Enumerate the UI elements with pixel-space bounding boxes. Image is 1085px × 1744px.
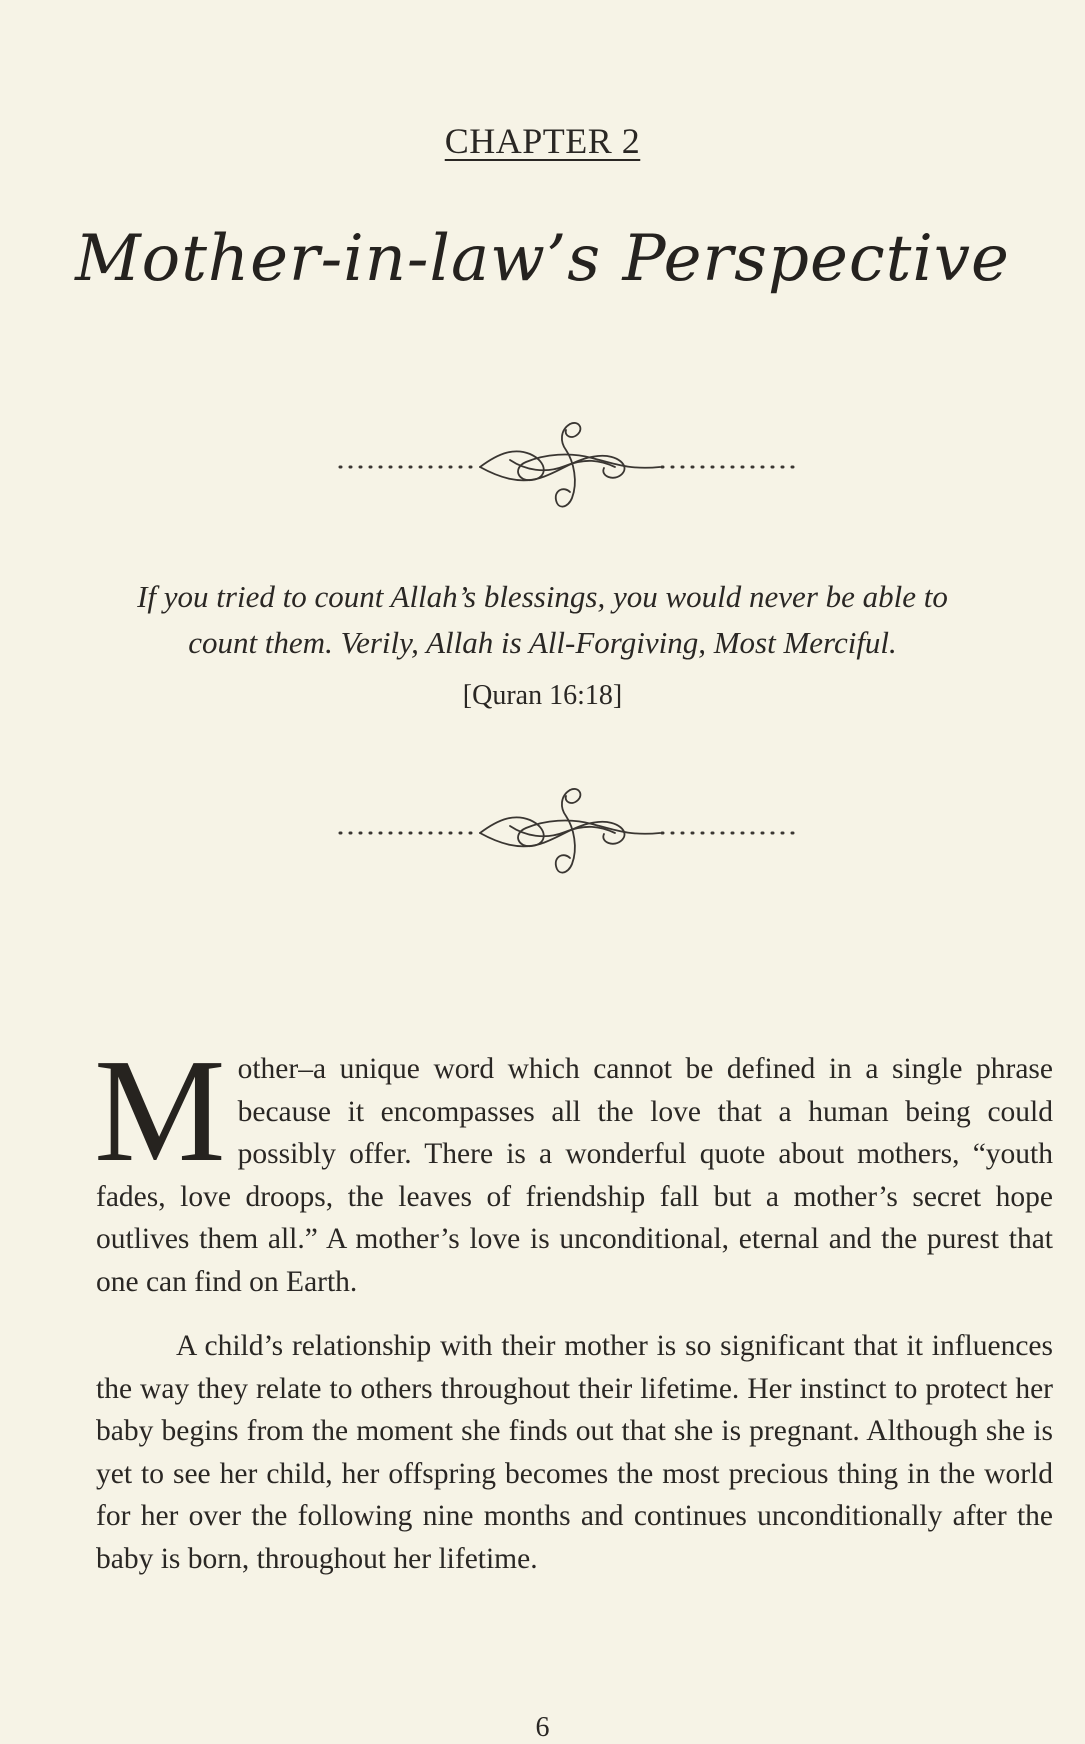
epigraph-quote: If you tried to count Allah’s blessings, you would never be able to count them. Verily, Allah is All-Forgiving, Most Merciful. <box>137 579 948 660</box>
chapter-body <box>94 1029 1053 1580</box>
body-paragraph: A child’s relationship with their mother is so significant that it influences the way they relate to others throughout their lifetime. Her instinct to protect her baby begins from the moment she finds out that she is pregnant. Although she is yet to see her child, her offspring becomes the most precious thing in the world for her over the following nine months and continues unconditionally after the baby is born, throughout her lifetime. <box>96 1330 1053 1575</box>
page-number: 6 <box>535 1712 550 1743</box>
chapter-title: Mother-in-law’s Perspective <box>75 222 1010 296</box>
flourish-divider-icon <box>0 778 1085 888</box>
flourish-divider-icon <box>0 412 1085 522</box>
epigraph-citation: [Quran 16:18] <box>462 680 623 711</box>
body-paragraph: Mother–a unique word which cannot be defined in a single phrase because it encompasses all the love that a human being could possibly offer. There is a wonderful quote about mothers, “youth fades, love droops, the leaves of friendship fall but a mother’s secret hope outlives them all.” A mother’s love is unconditional, eternal and the purest that one can find on Earth. <box>94 1029 1053 1298</box>
chapter-label: CHAPTER 2 <box>444 121 641 161</box>
